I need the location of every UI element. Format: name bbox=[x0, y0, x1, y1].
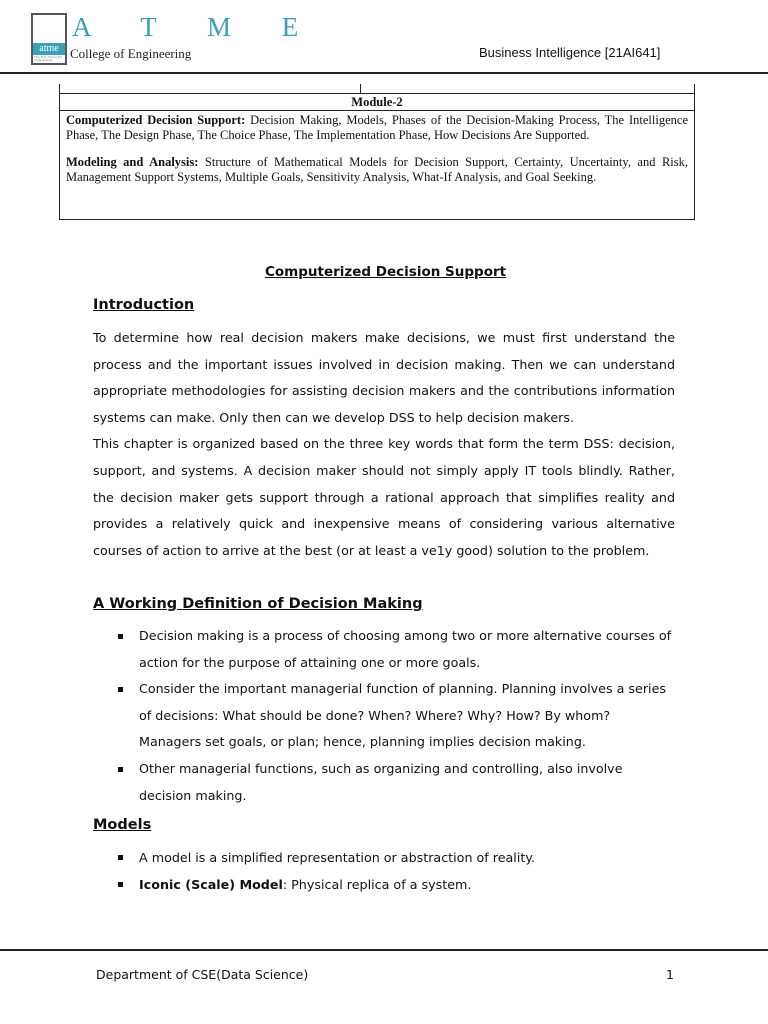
syllabus-para-1 bbox=[60, 111, 694, 143]
logo-tag: atme bbox=[33, 43, 65, 55]
logo-tagline: The first choice for engineering bbox=[34, 55, 63, 62]
iconic-model-term: Iconic (Scale) Model bbox=[139, 877, 283, 892]
section-title: Computerized Decision Support bbox=[265, 264, 507, 280]
bullet-square-icon bbox=[118, 882, 123, 887]
list-item: Other managerial functions, such as organizing and controlling, also involve decision making. bbox=[117, 756, 675, 809]
table-tick-right bbox=[694, 84, 695, 93]
bullet-square-icon bbox=[118, 687, 123, 692]
bullet-square-icon bbox=[118, 855, 123, 860]
bullet-square-icon bbox=[118, 767, 123, 772]
working-definition-heading: A Working Definition of Decision Making bbox=[93, 596, 423, 612]
list-item: Consider the important managerial function of planning. Planning involves a series of decisions: What should be done? When? Where? Why? How? By whom? Managers set goals, or plan; hence, planning implies decision making. bbox=[117, 676, 675, 756]
college-name: College of Engineering bbox=[70, 46, 192, 61]
logo-letters: A T M E bbox=[72, 12, 321, 42]
footer-divider bbox=[0, 949, 768, 951]
page-header bbox=[0, 0, 768, 76]
footer-department: Department of CSE(Data Science) bbox=[96, 967, 309, 982]
introduction-para-2: This chapter is organized based on the three key words that form the term DSS: decision, support, and systems. A decision maker should not simply apply IT tools blindly. Rather, the decision maker gets support through a rational approach that simplifies reality and provides a relatively quick and inexpensive means of considering various alternative courses of action to arrive at the best (or at least a ve1y good) solution to the problem. bbox=[93, 436, 675, 558]
page-number: 1 bbox=[666, 967, 674, 982]
working-definition-list bbox=[117, 623, 675, 809]
list-item: Iconic (Scale) Model: Physical replica of a system. bbox=[117, 871, 675, 898]
table-tick-mid bbox=[360, 84, 361, 93]
module-syllabus-box bbox=[59, 93, 695, 220]
course-title: Business Intelligence [21AI641] bbox=[479, 45, 661, 60]
table-tick-left bbox=[59, 84, 60, 93]
syllabus-para-2 bbox=[60, 155, 694, 185]
models-list bbox=[117, 844, 675, 898]
list-item: Decision making is a process of choosing among two or more alternative courses of action for the purpose of attaining one or more goals. bbox=[117, 623, 675, 676]
introduction-para-1: To determine how real decision makers make decisions, we must first understand the process and the important issues involved in decision making. Then we can understand appropriate methodologies for assisting decision makers and the contributions information systems can make. Only then can we develop DSS to help decision makers. bbox=[93, 330, 675, 425]
introduction-heading: Introduction bbox=[93, 297, 195, 313]
syllabus-text-2: Structure of Mathematical Models for Decision Support, Certainty, Uncertainty, and Risk, Management Support Systems, Multiple Goals, Sensitivity Analysis, What-If Analysis, and Goal Seeking. bbox=[66, 155, 688, 184]
list-item: A model is a simplified representation or abstraction of reality. bbox=[117, 844, 675, 871]
syllabus-lead-1: Computerized Decision Support: bbox=[66, 113, 246, 127]
models-heading: Models bbox=[93, 817, 152, 833]
module-title: Module-2 bbox=[60, 94, 694, 111]
introduction-body bbox=[93, 325, 675, 564]
syllabus-text-1: Decision Making, Models, Phases of the Decision-Making Process, The Intelligence Phase, The Design Phase, The Choice Phase, The Implementation Phase, How Decisions Are Supported. bbox=[66, 113, 688, 142]
syllabus-lead-2: Modeling and Analysis: bbox=[66, 155, 199, 169]
bullet-square-icon bbox=[118, 634, 123, 639]
header-divider bbox=[0, 72, 768, 74]
